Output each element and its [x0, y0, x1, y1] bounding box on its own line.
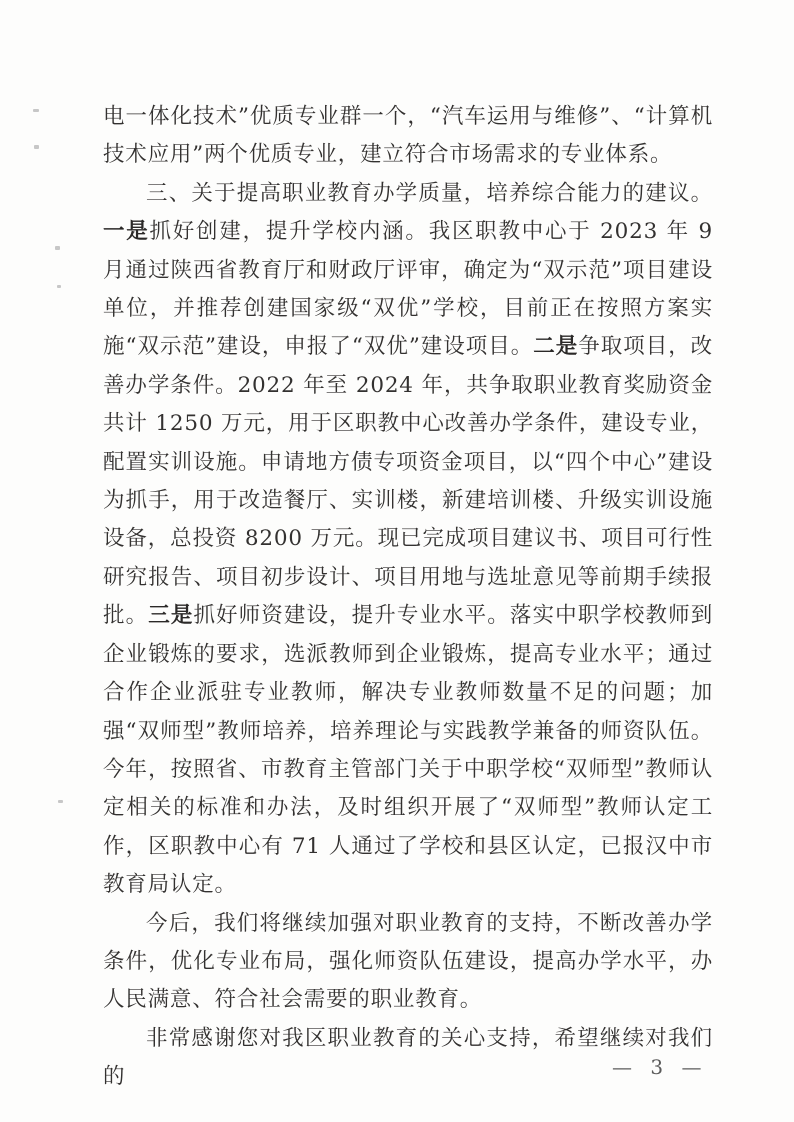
- paragraph: [103, 98, 713, 175]
- emphasis-text: 一是: [103, 219, 150, 245]
- body-text: 非常感谢您对我区职业教育的关心支持，希望继续对我们的: [103, 1025, 713, 1090]
- emphasis-text: 三是: [148, 603, 194, 629]
- paragraph: [103, 905, 713, 1020]
- body-text: 今后，我们将继续加强对职业教育的支持，不断改善办学条件，优化专业布局，强化师资队伍建设，提高办学水平，办人民满意、符合社会需要的职业教育。: [103, 910, 713, 1013]
- paragraph: [103, 175, 713, 905]
- body-text: 抓好创建，提升学校内涵。我区职教中心于 2023 年 9 月通过陕西省教育厅和财政厅评审，确定为“双示范”项目建设单位，并推荐创建国家级“双优”学校，目前正在按照方案实施“双示范”建设，申报了“双优”建设项目。: [103, 219, 713, 360]
- scan-speck: [33, 109, 39, 112]
- body-text: 三、关于提高职业教育办学质量，培养综合能力的建议。: [146, 180, 713, 206]
- body-text: 争取项目，改善办学条件。2022 年至 2024 年，共争取职业教育奖励资金共计 1250 万元，用于区职教中心改善办学条件，建设专业，配置实训设施。申请地方债专项资金项目，以“四个中心”建设为抓手，用于改造餐厅、实训楼，新建培训楼、升级实训设施设备，总投资 8200 万元。现已完成项目建议书、项目可行性研究报告、项目初步设计、项目用地与选址意见等前期手续报批。: [103, 334, 713, 629]
- body-text: 抓好师资建设，提升专业水平。落实中职学校教师到企业锻炼的要求，选派教师到企业锻炼，提高专业水平；通过合作企业派驻专业教师，解决专业教师数量不足的问题；加强“双师型”教师培养，培养理论与实践教学兼备的师资队伍。今年，按照省、市教育主管部门关于中职学校“双师型”教师认定相关的标准和办法，及时组织开展了“双师型”教师认定工作，区职教中心有 71 人通过了学校和县区认定，已报汉中市教育局认定。: [103, 603, 714, 898]
- emphasis-text: 二是: [533, 334, 579, 360]
- scan-speck: [57, 285, 61, 288]
- scan-speck: [34, 145, 39, 149]
- scan-speck: [55, 246, 60, 250]
- page-number: — 3 —: [612, 1055, 708, 1079]
- document-body-text: [103, 98, 713, 1097]
- scan-speck: [58, 800, 63, 803]
- body-text: 电一体化技术”优质专业群一个，“汽车运用与维修”、“计算机技术应用”两个优质专业，建立符合市场需求的专业体系。: [103, 104, 713, 168]
